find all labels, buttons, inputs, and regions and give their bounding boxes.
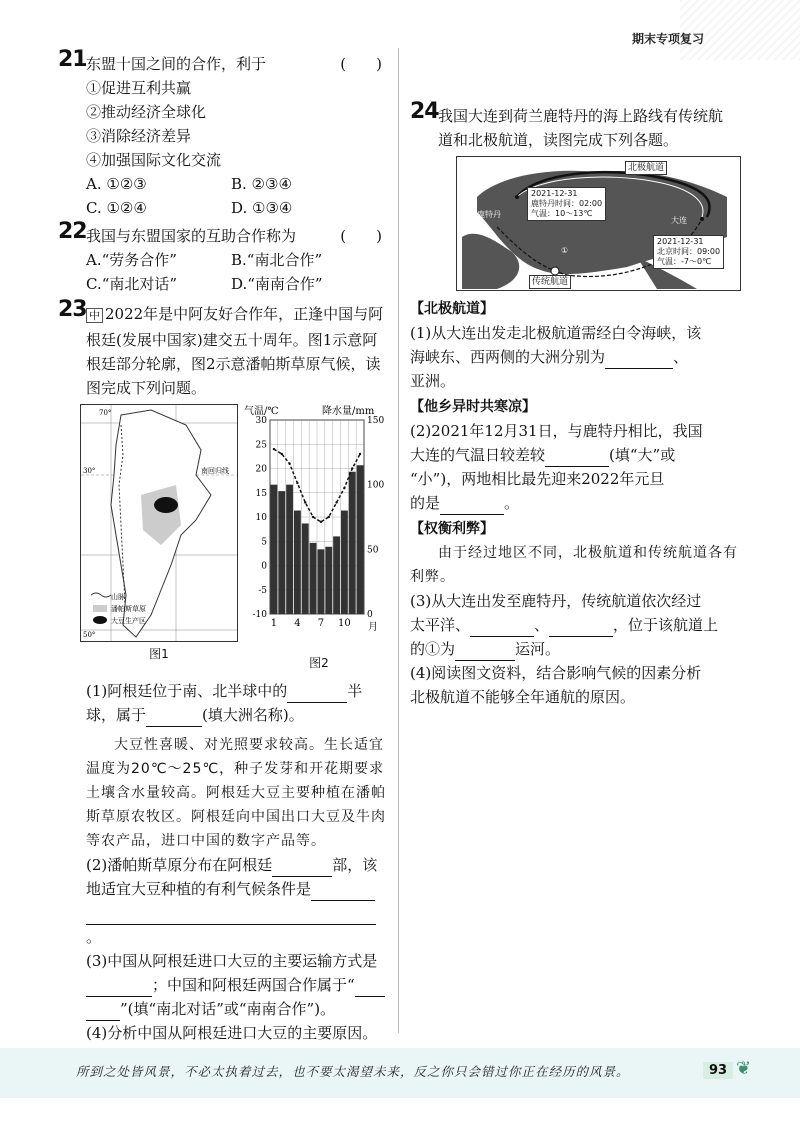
intro-line: 2022年是中阿友好合作年，正逢中国与阿 [105, 305, 384, 323]
left-axis-title: 气温/℃ [244, 406, 279, 417]
traditional-route-label: 传统航道 [529, 275, 571, 289]
temperature-point [312, 516, 314, 518]
option-row [58, 272, 390, 296]
question-number: 22 [58, 219, 87, 244]
left-tick-label: 10 [255, 513, 267, 523]
section-title: 【权衡利弊】 [410, 521, 494, 537]
answer-blank[interactable] [470, 621, 534, 637]
argentina-map [80, 404, 238, 642]
rotterdam-info [527, 187, 606, 221]
text: (2)潘帕斯草原分布在阿根廷 [86, 856, 273, 874]
left-column [58, 47, 390, 1045]
q24-part3-end [410, 637, 745, 661]
question-number: 23 [58, 297, 87, 322]
figure-2 [244, 404, 394, 675]
lat-label: 70° [99, 409, 112, 417]
text: 海峡东、西两侧的大洲分别为 [410, 348, 606, 366]
text: (1)阿根廷位于南、北半球中的 [86, 682, 288, 700]
lat-label: 30° [83, 467, 96, 475]
text: 球，属于 [86, 706, 147, 724]
q23-part1-cont [58, 703, 390, 727]
option-b[interactable]: B. ②③④ [231, 175, 292, 193]
info-time: 鹿特丹时间：02:00 [531, 199, 603, 208]
route-map-svg [457, 157, 741, 291]
answer-blank[interactable] [455, 645, 515, 661]
temperature-point [320, 521, 322, 523]
option-b[interactable]: B.“南北合作” [231, 251, 323, 269]
text: 。 [86, 928, 102, 946]
right-axis-title: 降水量/mm [322, 406, 375, 417]
statement-item: ③消除经济差异 [86, 127, 192, 145]
answer-blank[interactable] [287, 687, 347, 703]
page-number: 93 [703, 1062, 733, 1079]
page-footer [0, 1048, 800, 1098]
text: 半 [347, 682, 363, 700]
q24-part2-cont [410, 443, 745, 467]
circle-1-label: ① [561, 246, 569, 255]
tropic-label: 南回归线 [201, 467, 229, 475]
q23-part2-line [58, 901, 390, 949]
q24-part1: (1)从大连出发走北极航道需经白令海峡，该 [410, 324, 702, 342]
statement-item: ④加强国际文化交流 [86, 151, 222, 169]
precip-bar [278, 491, 285, 614]
q24-part2-end [410, 491, 745, 515]
right-tick-label: 0 [367, 610, 373, 620]
precip-bar [349, 472, 356, 614]
q23-part2 [58, 853, 390, 877]
temperature-point [351, 467, 353, 469]
text: 、 [534, 616, 550, 634]
answer-blank[interactable] [605, 353, 673, 369]
left-tick-label: 30 [255, 416, 267, 426]
passage: 大豆性喜暖、对光照要求较高。生长适宜温度为20℃～25℃，种子发芽和开花期要求土壤含水量较高。阿根廷大豆主要种植在潘帕斯草原农牧区。阿根廷向中国出口大豆及牛肉等农产品，进口中国的数字产品等。 [86, 737, 386, 849]
text: 大连的气温日较差较 [410, 446, 546, 464]
answer-blank[interactable] [355, 981, 385, 997]
q24-part3: (3)从大连出发至鹿特丹，传统航道依次经过 [410, 592, 702, 610]
figure-2-caption: 图2 [309, 656, 329, 670]
x-tick-label: 1 [270, 618, 278, 629]
option-row [58, 248, 390, 272]
temperature-point [273, 448, 275, 450]
left-tick-label: -10 [252, 610, 267, 620]
q24-part2-line: “小”)，两地相比最先迎来2022年元旦 [410, 470, 665, 488]
info-temp: 气温：-7～0℃ [657, 257, 712, 266]
text: 。 [504, 494, 520, 512]
answer-blank[interactable] [86, 981, 152, 997]
left-tick-label: 5 [261, 537, 267, 548]
temperature-point [304, 501, 306, 503]
right-tick-label: 150 [367, 416, 385, 426]
answer-paren: ( ) [340, 55, 382, 73]
page-header-title: 期末专项复习 [632, 32, 705, 46]
info-time: 北京时间：09:00 [657, 247, 721, 256]
precip-bar [325, 547, 332, 614]
leaf-icon: ❦ [736, 1058, 752, 1079]
left-tick-label: 15 [255, 488, 267, 499]
x-tick-label: 7 [317, 618, 325, 629]
lat-label: 50° [83, 631, 96, 639]
answer-blank[interactable] [545, 451, 609, 467]
option-row [58, 172, 390, 196]
q23-part2-cont [58, 877, 390, 901]
text: 地适宜大豆种植的有利气候条件是 [86, 880, 312, 898]
option-a[interactable]: A.“劳务合作” [86, 251, 177, 269]
text: 部，该 [332, 856, 378, 874]
precip-bar [341, 511, 348, 614]
precip-bar [333, 536, 340, 614]
precip-bar [357, 465, 364, 614]
precip-bar [302, 523, 309, 614]
section-title: 【北极航道】 [410, 301, 494, 317]
figure-1 [80, 404, 238, 675]
answer-blank[interactable] [549, 621, 613, 637]
q23-part4: (4)分析中国从阿根廷进口大豆的主要原因。 [86, 1024, 378, 1042]
info-date: 2021-12-31 [657, 237, 704, 246]
right-tick-label: 100 [367, 480, 385, 491]
q24-part4: (4)阅读图文资料，结合影响气候的因素分析 [410, 664, 702, 682]
right-column [410, 99, 745, 709]
option-row [58, 196, 390, 220]
text: (填大洲名称)。 [202, 706, 304, 724]
answer-blank[interactable] [440, 499, 504, 515]
q23-part3-line [58, 997, 390, 1021]
intro-line: 道和北极航道，读图完成下列各题。 [438, 131, 679, 149]
precip-bar [271, 485, 278, 614]
column-divider [398, 48, 399, 1033]
answer-blank[interactable] [86, 909, 376, 925]
temperature-point [335, 501, 337, 503]
temperature-point [328, 516, 330, 518]
text: 亚洲。 [410, 372, 456, 390]
climate-chart [244, 404, 394, 644]
answer-blank[interactable] [311, 885, 375, 901]
q23-part1 [58, 679, 390, 703]
left-tick-label: 25 [255, 440, 267, 451]
intro-line: 根廷(发展中国家)建交五十周年。图1示意阿 [86, 331, 378, 349]
text: ”(填“南北对话”或“南南合作”)。 [120, 1000, 336, 1018]
left-tick-label: -5 [258, 585, 267, 596]
q24-part1-cont [410, 345, 745, 369]
x-tick-label: 4 [294, 618, 301, 629]
legend-mountain: 山脉 [111, 593, 125, 601]
temperature-point [359, 453, 361, 455]
dalian-info [653, 235, 724, 269]
legend-soy: 大豆生产区 [111, 617, 146, 625]
dalian-label: 大连 [671, 216, 687, 225]
text: (填“大”或 [609, 446, 676, 464]
info-date: 2021-12-31 [531, 189, 578, 198]
statement-item: ②推动经济全球化 [86, 103, 207, 121]
option-c[interactable]: C. ①②④ [86, 199, 147, 217]
q23-part3-cont [58, 973, 390, 997]
passage: 由于经过地区不同，北极航道和传统航道各有利弊。 [410, 545, 738, 585]
footer-quote: 所到之处皆风景，不必太执着过去，也不要太渴望未来，反之你只会错过你正在经历的风景。 [76, 1064, 630, 1079]
option-d[interactable]: D. ①③④ [231, 199, 293, 217]
intro-line: 我国大连到荷兰鹿特丹的海上路线有传统航 [438, 107, 724, 125]
temperature-point [296, 482, 298, 484]
question-22 [58, 219, 390, 248]
q24-part2: (2)2021年12月31日，与鹿特丹相比，我国 [410, 422, 703, 440]
month-label: 月 [368, 622, 378, 633]
q24-part4-cont: 北极航道不能够全年通航的原因。 [410, 688, 636, 706]
q24-part3-cont [410, 613, 745, 637]
precip-bar [294, 511, 301, 614]
north-route-label: 北极航道 [625, 161, 667, 175]
answer-blank[interactable] [272, 861, 332, 877]
q24-part1-end [410, 369, 745, 393]
option-c[interactable]: C.“南北对话” [86, 275, 178, 293]
q23-part3: (3)中国从阿根廷进口大豆的主要运输方式是 [86, 952, 378, 970]
temperature-point [288, 462, 290, 464]
left-tick-label: 20 [255, 464, 267, 475]
answer-blank[interactable] [86, 1005, 120, 1021]
right-tick-label: 50 [367, 545, 379, 556]
question-number: 21 [58, 47, 87, 72]
rotterdam-label: 鹿特丹 [477, 210, 501, 219]
option-a[interactable]: A. ①②③ [86, 175, 147, 193]
figures-row [58, 404, 390, 675]
answer-blank[interactable] [146, 711, 202, 727]
question-stem: 我国与东盟国家的互助合作称为 [86, 227, 297, 245]
text: 运河。 [515, 640, 561, 658]
left-tick-label: 0 [261, 561, 267, 572]
text: 的①为 [410, 640, 456, 658]
option-d[interactable]: D.“南南合作” [231, 275, 323, 293]
question-21 [58, 47, 390, 76]
text: ；中国和阿根廷两国合作属于“ [152, 976, 355, 994]
text: 、 [673, 348, 689, 366]
answer-paren: ( ) [340, 227, 382, 245]
temperature-point [343, 487, 345, 489]
question-23 [58, 297, 390, 328]
temperature-point [281, 453, 283, 455]
legend-pampas: 潘帕斯草原 [111, 605, 146, 613]
argentina-map-svg [81, 405, 238, 642]
text: 太平洋、 [410, 616, 471, 634]
figure-1-caption: 图1 [149, 647, 169, 661]
difficulty-tag: 中 [86, 308, 103, 323]
section-title: 【他乡异时共寒凉】 [410, 399, 536, 415]
text: ，位于该航道上 [613, 616, 719, 634]
route-map [456, 156, 741, 291]
question-number: 24 [410, 99, 439, 124]
question-stem: 东盟十国之间的合作，利于 [86, 55, 267, 73]
precip-bar [318, 549, 325, 614]
question-24 [410, 99, 745, 128]
precip-bar [286, 485, 293, 614]
text: 的是 [410, 494, 441, 512]
info-temp: 气温：10～13℃ [531, 209, 593, 218]
intro-line: 根廷部分轮廓，图2示意潘帕斯草原气候，读 [86, 355, 381, 373]
x-tick-label: 10 [338, 618, 351, 629]
intro-line: 图完成下列问题。 [86, 379, 207, 397]
precip-bar [310, 543, 317, 614]
statement-item: ①促进互利共赢 [86, 79, 192, 97]
